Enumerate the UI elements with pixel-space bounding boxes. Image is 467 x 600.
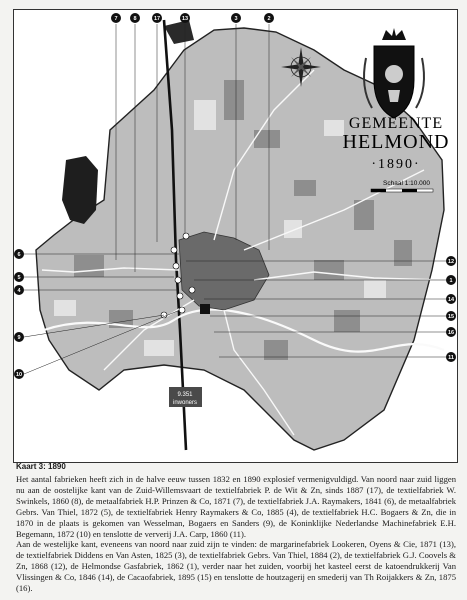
woods-area-north xyxy=(164,20,194,44)
marker-1: 1 xyxy=(449,278,453,284)
map-frame xyxy=(13,9,458,463)
markers-left xyxy=(14,249,24,379)
marker-8: 8 xyxy=(133,16,137,22)
woods-area xyxy=(62,156,98,224)
marker-3: 3 xyxy=(234,16,238,22)
map-title-gemeente: GEMEENTE xyxy=(348,115,444,132)
markers-right xyxy=(446,256,456,362)
paragraph-west: Aan de westelijke kant, eveneens van noord naar zuid zijn te vinden: de margarinefabriek Lookeren, Oyens & Cie, 1871 (13), de textielfabriek Diddens en Van Asten, 1825 (3), de textielfabriek Gebrs. Van Thiel, 1884 (2), de textielfabriek G.J. Coovels & Zn, 1868 (12), de Helmondse Gasfabriek, 1862 (1), verder naar het zuiden, voorbij het kasteel eerst de katoendrukkerij Van Vlissingen & Co, 1846 (14), de Cacaofabriek, 1895 (15) en tenslotte de houtzagerij en smederij van Th Roijakkers & Zn, 1875 (16). xyxy=(16,539,456,594)
map-year: ·1890· xyxy=(371,157,421,172)
markers-top xyxy=(111,13,274,23)
scale-bar xyxy=(371,189,433,192)
marker-2: 2 xyxy=(267,16,271,22)
paragraph-east: Het aantal fabrieken heeft zich in de halve eeuw tussen 1832 en 1890 explosief vermenigvuldigd. Van noord naar zuid liggen nu aan de oostelijke kant van de Zuid-Willemsvaart de textielfabriek P. de Wit & Zn, sinds 1887 (17), de textielfabriek W. Swinkels, 1860 (8), de metaalfabriek H.P. Prinzen & Co, 1871 (7), de textielfabriek J.A. Raymakers, 1841 (6), de metaalfabriek Gebrs. Van Thiel, 1872 (5), de textielfabriek Henry Raymakers & Co, 1885 (4), de textielfabriek H.C. Bogaers & Zn, die in 1870 in de plaats is gekomen van Wesselman, Bogaers en Sanders (9), de Koninklijke Nederlandse Machinefabriek E.H. Begemann, 1872 (10) en tenslotte de ververij J.A. Carp, 1860 (11). xyxy=(16,474,456,539)
marker-15: 15 xyxy=(447,314,455,320)
marker-13: 13 xyxy=(181,16,189,22)
marker-14: 14 xyxy=(447,297,455,303)
marker-9: 9 xyxy=(17,335,21,341)
map-caption: Kaart 3: 1890 xyxy=(16,462,66,471)
marker-17: 17 xyxy=(153,16,161,22)
castle xyxy=(200,304,210,314)
marker-16: 16 xyxy=(447,330,455,336)
map-title-helmond: HELMOND xyxy=(342,131,450,153)
map-canvas xyxy=(14,10,457,462)
population-value: 9.351 xyxy=(177,392,193,398)
body-text xyxy=(16,474,456,594)
marker-12: 12 xyxy=(447,259,455,265)
marker-5: 5 xyxy=(17,275,21,281)
marker-4: 4 xyxy=(17,288,21,294)
scale-label: Schaal 1:10.000 xyxy=(383,180,430,187)
marker-7: 7 xyxy=(114,16,118,22)
population-unit: inwoners xyxy=(172,400,198,406)
marker-11: 11 xyxy=(448,355,454,361)
marker-6: 6 xyxy=(17,252,21,258)
marker-10: 10 xyxy=(15,372,23,378)
